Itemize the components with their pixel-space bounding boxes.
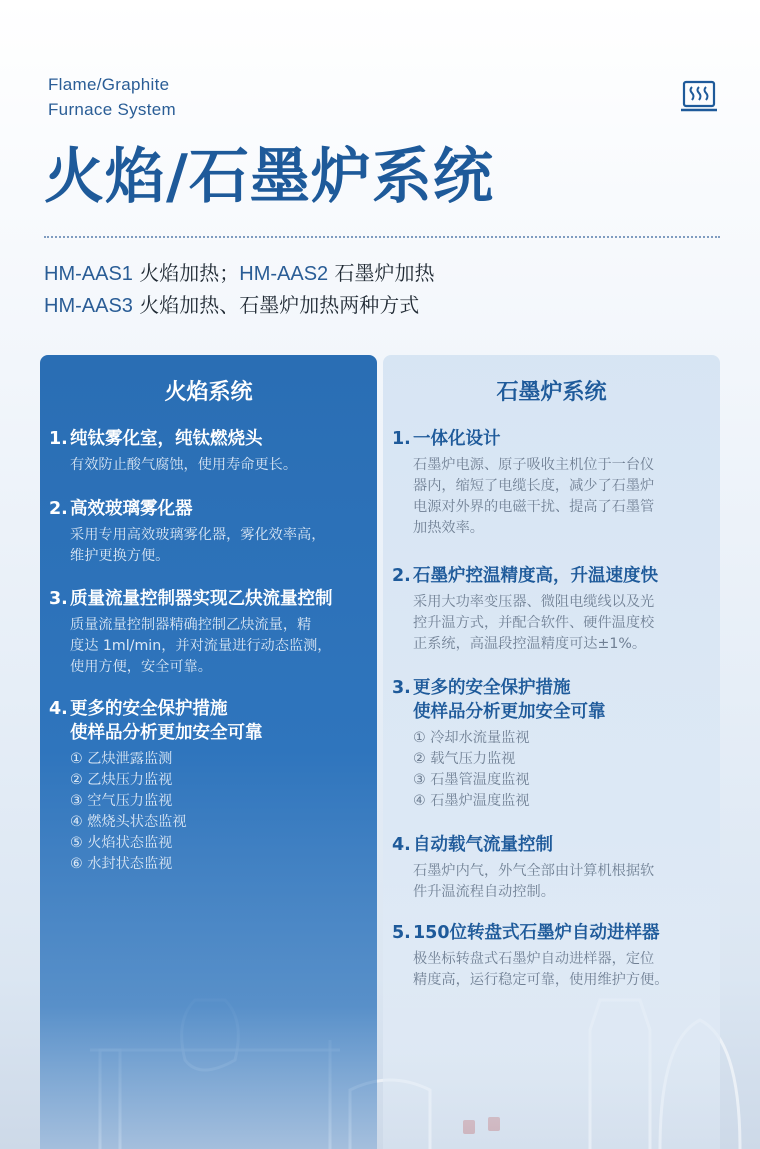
description-line: 采用专用高效玻璃雾化器，雾化效率高，: [70, 527, 326, 543]
feature-title: [392, 676, 714, 700]
description-line: 极坐标转盘式石墨炉自动进样器，定位: [413, 951, 655, 967]
card-title: 火焰系统: [164, 380, 253, 405]
feature-item: [49, 587, 371, 678]
feature-title: [392, 921, 714, 945]
subtitle-english: [48, 72, 176, 122]
feature-item: [49, 497, 371, 567]
feature-number: 1.: [49, 429, 68, 449]
model-code: HM-AAS1: [44, 263, 133, 285]
feature-title-text: 自动载气流量控制: [413, 835, 553, 855]
feature-description: [49, 525, 371, 567]
model-desc: 火焰加热、石墨炉加热两种方式: [132, 293, 420, 317]
description-line: 控升温方式，并配合软件、硬件温度校: [413, 615, 655, 631]
description-line: 质量流量控制器精确控制乙炔流量，精: [70, 617, 312, 633]
feature-number: 5.: [392, 923, 411, 943]
description-line: 件升温流程自动控制。: [413, 884, 555, 900]
feature-title-line-2: 使样品分析更加安全可靠: [413, 702, 606, 722]
card-title: 石墨炉系统: [496, 380, 607, 405]
feature-title: [392, 833, 714, 857]
description-line: 器内，缩短了电缆长度，减少了石墨炉: [413, 478, 655, 494]
feature-title-text: 高效玻璃雾化器: [70, 499, 193, 519]
feature-description: [392, 455, 714, 539]
feature-title-text: 150位转盘式石墨炉自动进样器: [413, 923, 660, 943]
model-intro: [44, 258, 435, 322]
feature-item: [392, 427, 714, 539]
feature-item: [392, 676, 714, 812]
description-line: 使用方便，安全可靠。: [70, 659, 212, 675]
feature-number: 4.: [49, 699, 68, 719]
intro-line-2: [44, 290, 435, 322]
feature-description: [49, 455, 371, 476]
description-line: 精度高，运行稳定可靠，使用维护方便。: [413, 972, 669, 988]
description-line: 石墨炉电源、原子吸收主机位于一台仪: [413, 457, 655, 473]
feature-number: 1.: [392, 429, 411, 449]
model-code: HM-AAS3: [44, 295, 133, 317]
description-line: 电源对外界的电磁干扰、提高了石墨管: [413, 499, 655, 515]
feature-title: [392, 427, 714, 451]
feature-title-text: 质量流量控制器实现乙炔流量控制: [70, 589, 333, 609]
feature-description: [392, 592, 714, 655]
feature-description: [49, 615, 371, 678]
monitor-item: ① 冷却水流量监视: [413, 730, 530, 746]
dotted-divider: [44, 236, 720, 238]
feature-title: [49, 587, 371, 611]
feature-item: [392, 564, 714, 655]
subtitle-line-2: Furnace System: [48, 100, 176, 119]
feature-number: 2.: [49, 499, 68, 519]
feature-number: 3.: [49, 589, 68, 609]
feature-title: [392, 564, 714, 588]
monitor-item: ⑤ 火焰状态监视: [70, 835, 173, 851]
model-code: HM-AAS2: [239, 263, 329, 285]
model-desc: 火焰加热；: [132, 261, 240, 285]
description-line: 维护更换方便。: [70, 548, 170, 564]
monitor-item: ② 乙炔压力监视: [70, 772, 173, 788]
monitor-item: ④ 燃烧头状态监视: [70, 814, 187, 830]
page-title: 火焰/石墨炉系统: [44, 142, 494, 212]
description-line: 有效防止酸气腐蚀，使用寿命更长。: [70, 457, 298, 473]
description-line: 度达 1ml/min，并对流量进行动态监测，: [70, 638, 332, 654]
heating-element-icon: [681, 80, 717, 112]
description-line: 加热效率。: [413, 520, 484, 536]
model-desc: 石墨炉加热: [328, 261, 435, 285]
description-line: 采用大功率变压器、微阻电缆线以及光: [413, 594, 655, 610]
feature-item: [49, 427, 371, 476]
monitor-item: ⑥ 水封状态监视: [70, 856, 173, 872]
feature-item: [392, 833, 714, 903]
feature-title-line-2: 使样品分析更加安全可靠: [70, 723, 263, 743]
flame-system-card: [40, 355, 377, 1149]
feature-item: [49, 697, 371, 875]
feature-title-text: 更多的安全保护措施: [70, 699, 228, 719]
monitor-item: ③ 空气压力监视: [70, 793, 173, 809]
monitor-item: ④ 石墨炉温度监视: [413, 793, 530, 809]
graphite-system-card: [383, 355, 720, 1149]
feature-title-text: 石墨炉控温精度高，升温速度快: [413, 566, 658, 586]
description-line: 石墨炉内气，外气全部由计算机根据软: [413, 863, 655, 879]
feature-number: 4.: [392, 835, 411, 855]
feature-title: [49, 497, 371, 521]
feature-description: [392, 949, 714, 991]
monitor-item: ③ 石墨管温度监视: [413, 772, 530, 788]
feature-number: 2.: [392, 566, 411, 586]
monitor-item: ② 载气压力监视: [413, 751, 516, 767]
feature-description: [49, 749, 371, 875]
feature-item: [392, 921, 714, 991]
feature-title: [49, 697, 371, 721]
feature-title: [49, 427, 371, 451]
feature-title-text: 更多的安全保护措施: [413, 678, 571, 698]
feature-description: [392, 728, 714, 812]
description-line: 正系统，高温段控温精度可达±1%。: [413, 636, 647, 652]
monitor-item: ① 乙炔泄露监测: [70, 751, 173, 767]
feature-description: [392, 861, 714, 903]
feature-title-text: 一体化设计: [413, 429, 501, 449]
feature-title-text: 纯钛雾化室，纯钛燃烧头: [70, 429, 263, 449]
feature-number: 3.: [392, 678, 411, 698]
intro-line-1: [44, 258, 435, 290]
subtitle-line-1: Flame/Graphite: [48, 75, 170, 94]
